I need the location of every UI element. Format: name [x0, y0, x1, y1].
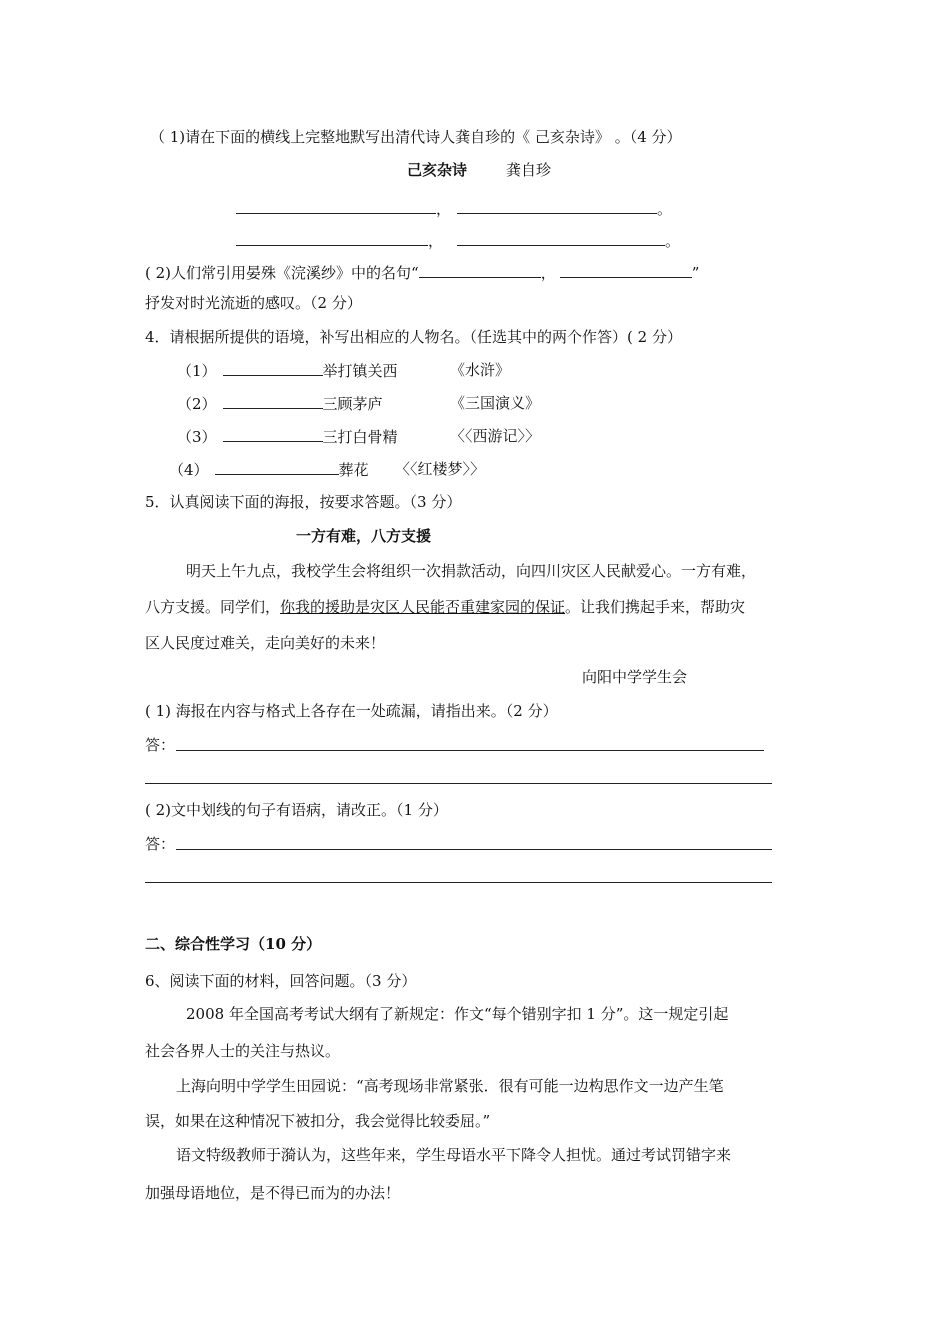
q6-para3-line2: 加强母语地位，是不得已而为的办法！ [145, 1184, 401, 1202]
q6-para3-line1: 语文特级教师于漪认为，这些年来，学生母语水平下降令人担忧。通过考试罚错字来 [176, 1146, 732, 1164]
poster-line-2: 八方支援。同学们，你我的援助是灾区人民能否重建家园的保证。让我们携起手来，帮助灾 [145, 598, 746, 616]
poster-line-3: 区人民度过难关，走向美好的未来！ [145, 634, 386, 652]
answer-line[interactable] [145, 783, 772, 784]
q4-item-3: （3） 三打白骨精 [177, 428, 398, 446]
underlined-sentence: 你我的援助是灾区人民能否重建家园的保证 [280, 598, 566, 616]
q3-part2-continued: 抒发对时光流逝的感叹。（2 分） [145, 294, 362, 312]
quote-blank-1[interactable] [419, 262, 541, 278]
q6-para2-line1: 上海向明中学学生田园说：“高考现场非常紧张．很有可能一边构思作文一边产生笔 [176, 1077, 724, 1095]
q4-book-1: 《水浒》 [450, 361, 511, 379]
q3-part2-prompt: ( 2)人们常引用晏殊《浣溪纱》中的名句“ ， ” [145, 264, 700, 282]
poem-author: 龚自珍 [506, 161, 552, 179]
q6-para2-line2: 误，如果在这种情况下被扣分，我会觉得比较委屈。” [145, 1112, 491, 1130]
section-heading: 二、综合性学习（10 分） [145, 935, 322, 953]
answer-line[interactable] [145, 882, 772, 883]
poem-blank[interactable] [236, 198, 436, 214]
poem-blank[interactable] [457, 198, 657, 214]
poem-line-2: ， 。 [236, 230, 680, 251]
q4-item-2: （2） 三顾茅庐 [177, 395, 383, 413]
q4-item-1: （1） 举打镇关西 [177, 362, 398, 380]
poem-blank[interactable] [236, 230, 428, 246]
answer-line[interactable] [176, 849, 772, 850]
poster-line-1: 明天上午九点，我校学生会将组织一次捐款活动，向四川灾区人民献爱心。一方有难， [186, 562, 757, 580]
quote-blank-2[interactable] [560, 262, 692, 278]
q6-para1-line1: 2008 年全国高考考试大纲有了新规定：作文“每个错别字扣 1 分”。这一规定引起 [186, 1005, 729, 1023]
q6-prompt: 6、阅读下面的材料，回答问题。（3 分） [145, 972, 417, 990]
poem-blank[interactable] [457, 230, 665, 246]
q5-part1-prompt: ( 1) 海报在内容与格式上各存在一处疏漏，请指出来。（2 分） [145, 702, 558, 720]
q3-part1-prompt: （ 1)请在下面的横线上完整地默写出清代诗人龚自珍的《 己亥杂诗》 。（4 分） [150, 128, 682, 146]
q4-item-4: （4） 葬花 [169, 461, 369, 479]
poster-title: 一方有难，八方支援 [296, 527, 432, 545]
name-blank[interactable] [223, 426, 323, 442]
q4-book-3: 〈〈西游记〉〉 [450, 427, 541, 445]
poem-title: 己亥杂诗 [407, 161, 468, 179]
name-blank[interactable] [223, 360, 323, 376]
q4-book-2: 《三国演义》 [450, 394, 541, 412]
q4-book-4: 〈〈红楼梦〉〉 [395, 460, 486, 478]
q4-prompt: 4．请根据所提供的语境，补写出相应的人物名。（任选其中的两个作答）( 2 分） [145, 328, 682, 346]
name-blank[interactable] [215, 459, 339, 475]
name-blank[interactable] [223, 393, 323, 409]
q5-part2-prompt: ( 2)文中划线的句子有语病，请改正。（1 分） [145, 801, 448, 819]
q5-part1-answer-label: 答： [145, 736, 176, 754]
answer-line[interactable] [176, 750, 764, 751]
poster-signature: 向阳中学学生会 [582, 668, 688, 686]
q6-para1-line2: 社会各界人士的关注与热议。 [145, 1042, 341, 1060]
q5-part2-answer-label: 答： [145, 835, 176, 853]
q5-prompt: 5．认真阅读下面的海报，按要求答题。（3 分） [145, 493, 462, 511]
poem-line-1: ， 。 [236, 198, 672, 219]
